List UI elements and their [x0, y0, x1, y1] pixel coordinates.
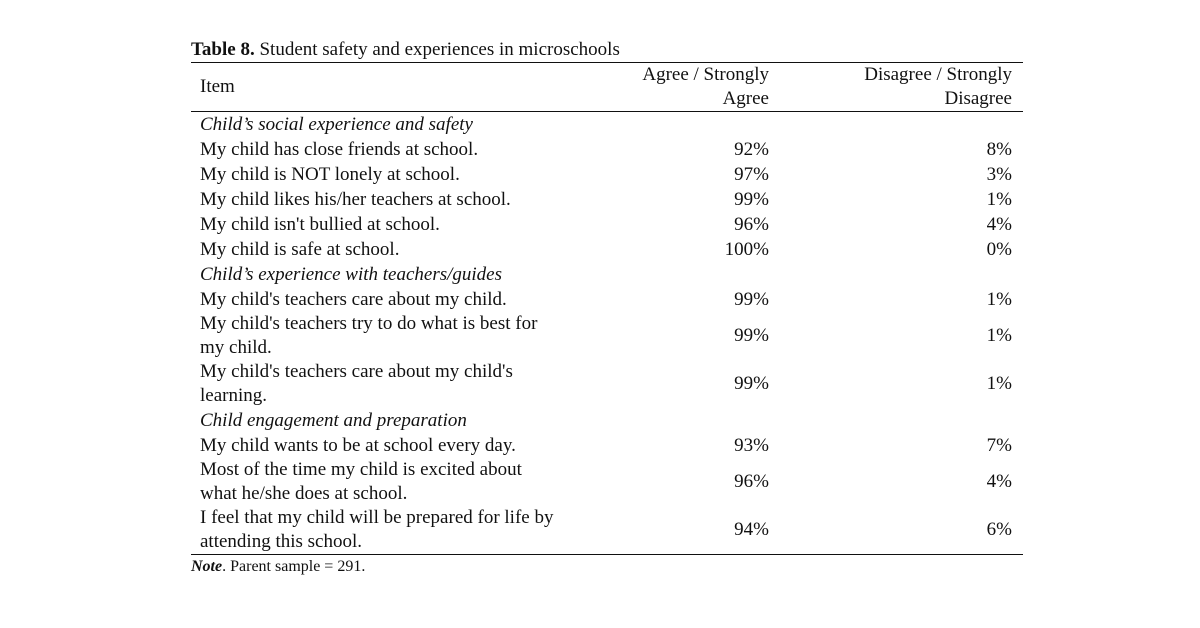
note-label: Note [191, 558, 223, 575]
disagree-value: 1% [986, 188, 1012, 210]
disagree-value: 1% [986, 373, 1012, 394]
item-line: My child's teachers care about my child's [200, 361, 513, 382]
header-disagree [780, 63, 1023, 112]
item-line: My child's teachers try to do what is best for [200, 313, 538, 334]
header-disagree-line1: Disagree / Strongly [864, 64, 1012, 85]
table-container [191, 38, 1023, 578]
agree-value: 94% [734, 519, 769, 540]
table-row [191, 360, 1023, 408]
table-row [191, 506, 1023, 555]
agree-value: 99% [734, 373, 769, 394]
header-agree [611, 63, 780, 112]
item-line: learning. [200, 385, 268, 406]
table-caption [191, 38, 1023, 62]
header-disagree-line2: Disagree [944, 88, 1012, 109]
item-text [191, 506, 611, 555]
caption-label: Table 8. [191, 39, 255, 60]
item-line: My child wants to be at school every day. [200, 434, 516, 456]
table-row [191, 162, 1023, 187]
agree-value: 93% [734, 434, 769, 456]
agree-value: 99% [734, 325, 769, 346]
disagree-value: 4% [986, 213, 1012, 235]
item-line: My child likes his/her teachers at school. [200, 188, 511, 210]
item-text [191, 187, 611, 212]
table-row [191, 187, 1023, 212]
item-text [191, 237, 611, 262]
disagree-value: 6% [986, 519, 1012, 540]
header-agree-line1: Agree / Strongly [642, 64, 769, 85]
item-text [191, 360, 611, 408]
item-text [191, 137, 611, 162]
item-line: My child isn't bullied at school. [200, 213, 440, 235]
survey-table [191, 62, 1023, 555]
disagree-value: 7% [986, 434, 1012, 456]
item-text [191, 287, 611, 312]
agree-value: 99% [734, 188, 769, 210]
table-row [191, 433, 1023, 458]
disagree-value: 1% [986, 325, 1012, 346]
item-line: attending this school. [200, 531, 363, 552]
section-row [191, 262, 1023, 287]
item-line: I feel that my child will be prepared for life by [200, 507, 554, 528]
header-row [191, 63, 1023, 112]
item-text [191, 458, 611, 506]
disagree-value: 0% [986, 238, 1012, 260]
agree-value: 96% [734, 471, 769, 492]
agree-value: 92% [734, 138, 769, 160]
table-note [191, 556, 1023, 578]
table-row [191, 212, 1023, 237]
item-text [191, 433, 611, 458]
table-row [191, 312, 1023, 360]
agree-value: 99% [734, 288, 769, 310]
disagree-value: 4% [986, 471, 1012, 492]
section-title: Child’s experience with teachers/guides [200, 263, 503, 285]
item-line: My child's teachers care about my child. [200, 288, 507, 310]
section-title: Child’s social experience and safety [200, 113, 473, 135]
agree-value: 97% [734, 163, 769, 185]
disagree-value: 8% [986, 138, 1012, 160]
item-line: My child has close friends at school. [200, 138, 479, 160]
item-line: My child is NOT lonely at school. [200, 163, 460, 185]
item-line: what he/she does at school. [200, 483, 408, 504]
agree-value: 96% [734, 213, 769, 235]
table-body [191, 112, 1023, 555]
section-row [191, 112, 1023, 138]
table-row [191, 137, 1023, 162]
table-row [191, 458, 1023, 506]
header-agree-line2: Agree [722, 88, 769, 109]
table-row [191, 237, 1023, 262]
note-text: . Parent sample = 291. [222, 558, 366, 575]
item-line: My child is safe at school. [200, 238, 400, 260]
disagree-value: 3% [986, 163, 1012, 185]
item-line: Most of the time my child is excited about [200, 459, 522, 480]
section-row [191, 408, 1023, 433]
caption-text: Student safety and experiences in microschools [259, 39, 620, 60]
item-text [191, 312, 611, 360]
agree-value: 100% [724, 238, 769, 260]
item-text [191, 212, 611, 237]
item-line: my child. [200, 337, 272, 358]
section-title: Child engagement and preparation [200, 409, 467, 431]
header-item: Item [200, 76, 235, 97]
item-text [191, 162, 611, 187]
disagree-value: 1% [986, 288, 1012, 310]
table-row [191, 287, 1023, 312]
